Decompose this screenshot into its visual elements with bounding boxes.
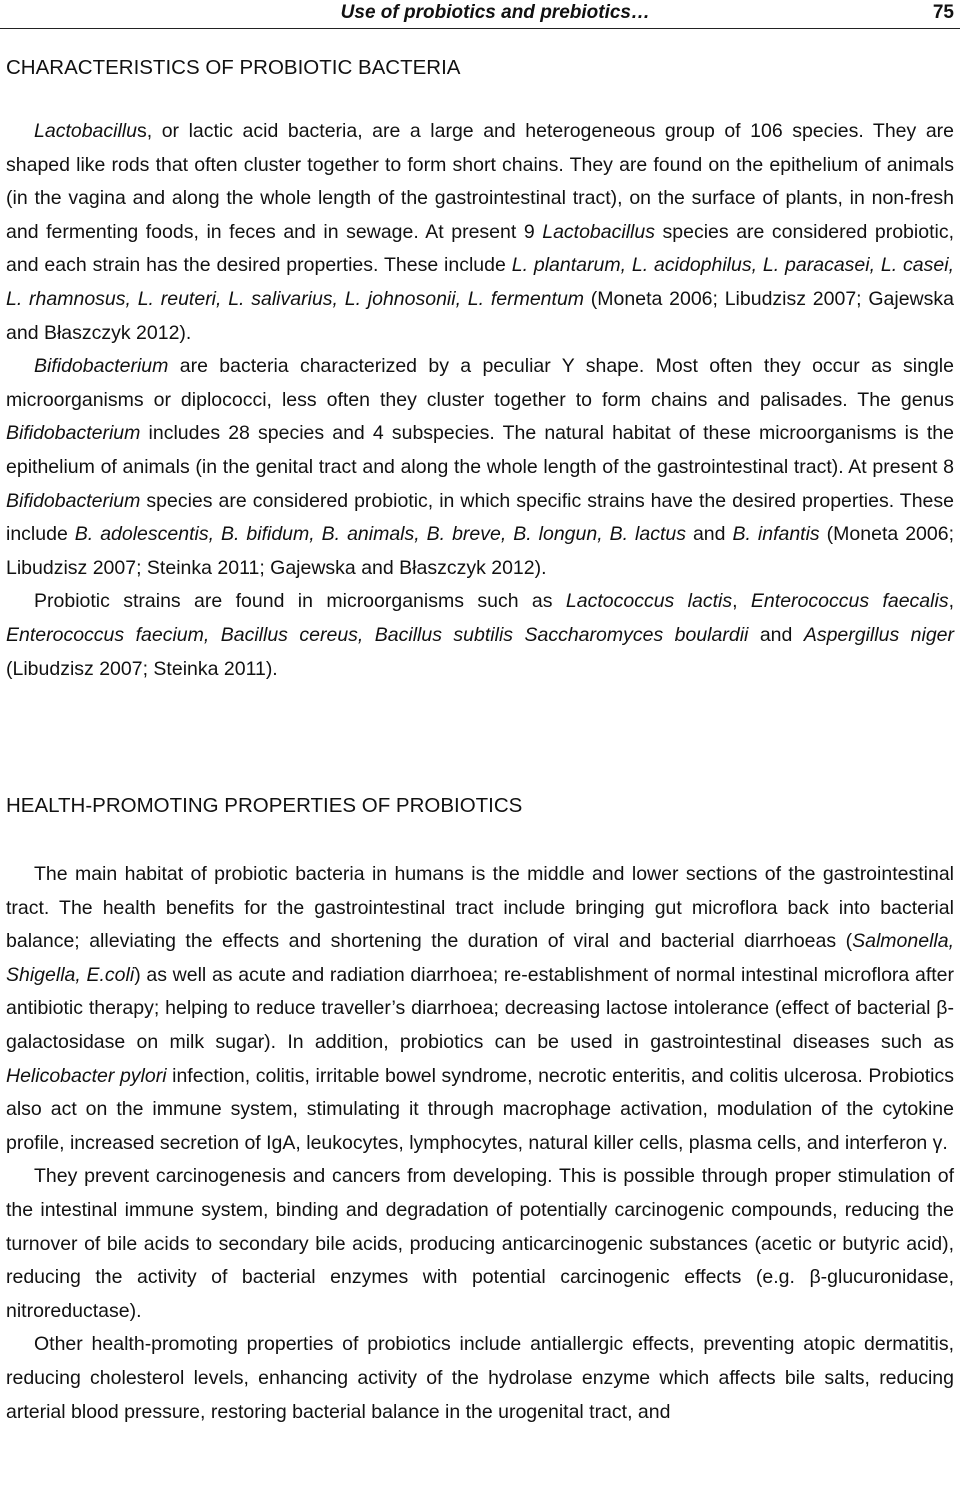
italic-term: Salmonella, Shigella, E.coli: [6, 930, 954, 986]
page-number: 75: [932, 2, 954, 23]
paragraph-probiotic-strains: [6, 585, 954, 686]
italic-term: Lactobacillus: [542, 220, 655, 243]
text-run: and: [748, 623, 804, 646]
italic-term: Enterococcus faecalis: [750, 590, 949, 613]
running-title: Use of probiotics and prebiotics…: [340, 2, 650, 23]
text-run: Probiotic strains are found in microorganisms such as: [34, 590, 566, 613]
text-run: ) as well as acute and radiation diarrhoea; re-establishment of normal intestinal microflora after antibiotic therapy; helping to reduce traveller’s diarrhoea; decreasing lactose intolerance (effect of bacterial β-galactosidase on milk sugar). In addition, probiotics can be used in gastrointestinal diseases such as: [6, 963, 954, 1053]
italic-term: Lactobacillu: [34, 120, 137, 142]
section-heading-characteristics: CHARACTERISTICS OF PROBIOTIC BACTERIA: [6, 56, 461, 79]
text-run: and: [685, 523, 733, 546]
italic-term: B. adolescentis, B. bifidum, B. animals, B. breve, B. longun, B. lactus: [74, 523, 686, 546]
italic-term: L. plantarum, L. acidophilus, L. paracasei, L. casei, L. rhamnosus, L. reuteri, L. salivarius, L. johnosonii, L. fermentum: [6, 254, 954, 310]
text-run: (Moneta 2006; Libudzisz 2007; Gajewska and Błaszczyk 2012).: [6, 287, 954, 344]
italic-term: Aspergillus niger: [803, 623, 955, 646]
italic-term: Lactococcus lactis: [565, 590, 733, 613]
italic-term: Bifidobacterium: [6, 489, 141, 512]
italic-term: Bifidobacterium: [34, 355, 169, 378]
paragraph-bifidobacterium: [6, 350, 954, 585]
italic-term: B. infantis: [732, 523, 820, 546]
text-run: species are considered probiotic, and each strain has the desired properties. These include: [6, 220, 954, 277]
text-run: ,: [732, 590, 751, 613]
paragraph-other-properties: Other health-promoting properties of probiotics include antiallergic effects, preventing atopic dermatitis, reducing cholesterol levels, enhancing activity of the hydrolase enzyme which affects bile salts, reducing arterial blood pressure, restoring bacterial balance in the urogenital tract, and: [6, 1333, 954, 1423]
text-run: s, or lactic acid bacteria, are a large and heterogeneous group of 106 species. They are shaped like rods that often cluster together to form short chains. They are found on the epithelium of animals (in the vagina and along the whole length of the gastrointestinal tract), on the surface of plants, in non-fresh and fermenting foods, in feces and in sewage. At present 9: [6, 120, 954, 243]
text-run: (Moneta 2006; Libudzisz 2007; Steinka 2011; Gajewska and Błaszczyk 2012).: [6, 523, 954, 579]
paragraph-carcinogenesis: They prevent carcinogenesis and cancers from developing. This is possible through proper stimulation of the intestinal immune system, binding and degradation of potentially carcinogenic compounds, reducing the turnover of bile acids to secondary bile acids, producing anticarcinogenic substances (acetic or butyric acid), reducing the activity of bacterial enzymes with potential carcinogenic effects (e.g. β-glucuronidase, nitroreductase).: [6, 1165, 954, 1322]
section-heading-health: HEALTH-PROMOTING PROPERTIES OF PROBIOTICS: [6, 794, 523, 817]
paragraph-main-habitat: [6, 858, 954, 1160]
paragraph-lactobacillus: [6, 115, 954, 350]
text-run: species are considered probiotic, in which specific strains have the desired properties. These include: [6, 489, 954, 546]
text-run: includes 28 species and 4 subspecies. The natural habitat of these microorganisms is the epithelium of animals (in the genital tract and along the whole length of the gastrointestinal tract). At present 8: [6, 422, 954, 478]
running-header: [0, 0, 960, 29]
section-body-health: [6, 858, 954, 1429]
section-body-characteristics: [6, 115, 954, 686]
text-run: infection, colitis, irritable bowel syndrome, necrotic enteritis, and colitis ulcerosa. Probiotics also act on the immune system, stimulating it through macrophage activation, modulation of the cytokine profile, increased secretion of IgA, leukocytes, lymphocytes, natural killer cells, plasma cells, and interferon γ.: [6, 1064, 954, 1154]
italic-term: Bifidobacterium: [6, 422, 141, 445]
text-run: The main habitat of probiotic bacteria in humans is the middle and lower sections of the gastrointestinal tract. The health benefits for the gastrointestinal tract include bringing gut microflora back into bacterial balance; alleviating the effects and shortening the duration of viral and bacterial diarrhoeas (: [6, 863, 954, 953]
italic-term: Helicobacter pylori: [6, 1064, 167, 1087]
italic-term: Enterococcus faecium, Bacillus cereus, Bacillus subtilis Saccharomyces boulardii: [6, 623, 749, 646]
text-run: (Libudzisz 2007; Steinka 2011).: [6, 657, 278, 680]
text-run: are bacteria characterized by a peculiar Y shape. Most often they occur as single microorganisms or diplococci, less often they cluster together to form chains and palisades. The genus: [6, 355, 954, 411]
text-run: ,: [948, 590, 954, 613]
